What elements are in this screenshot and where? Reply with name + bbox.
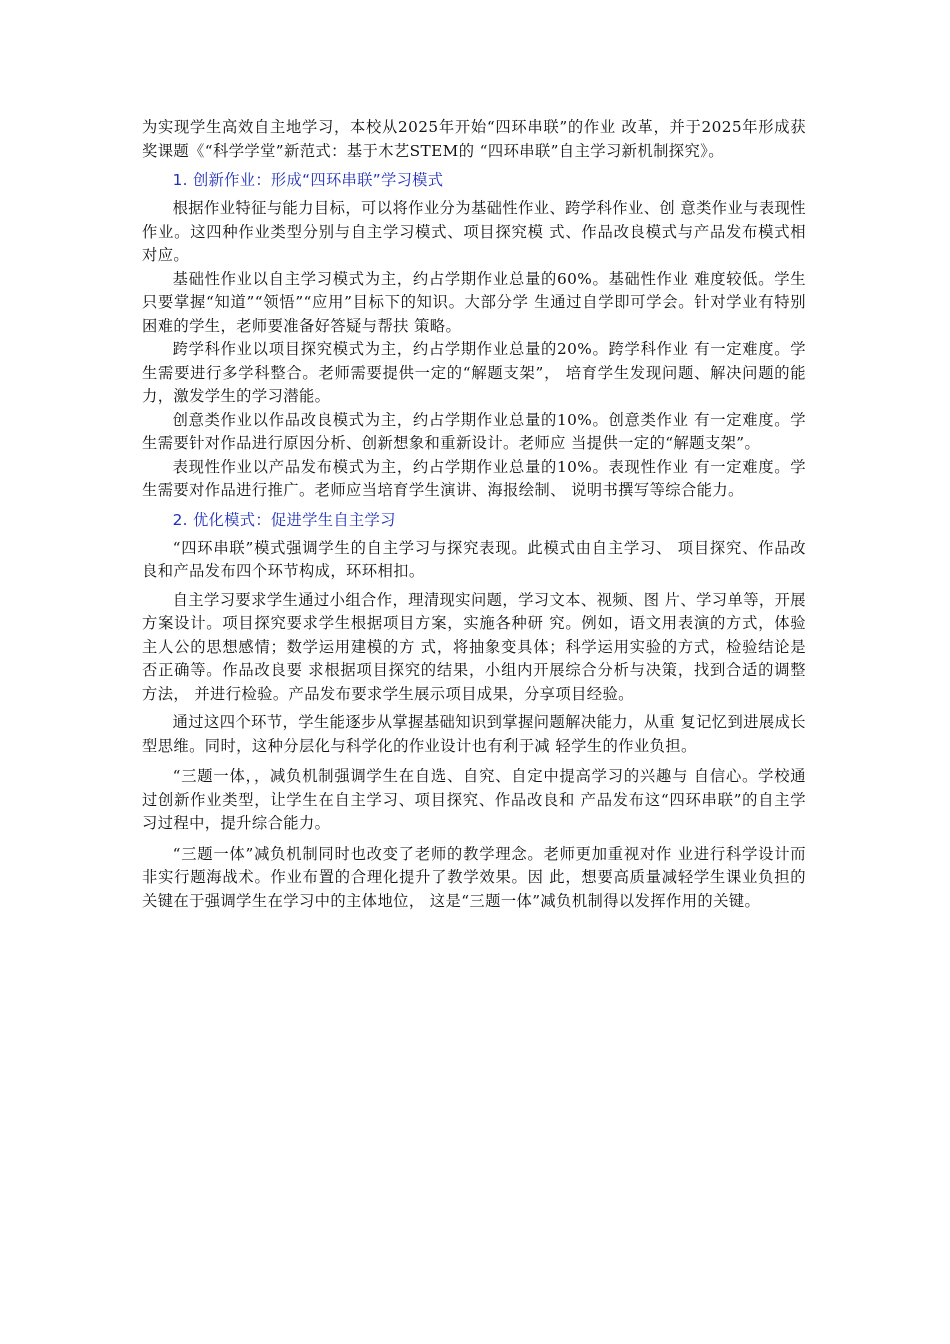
section-2-heading: 2. 优化模式：促进学生自主学习 <box>172 510 396 529</box>
section-1-paragraph: 根据作业特征与能力目标，可以将作业分为基础性作业、跨学科作业、创 意类作业与表现性作业。这四种作业类型分别与自主学习模式、项目探究模 式、作品改良模式与产品发布模式相对应。 <box>142 199 806 264</box>
section-1-paragraph: 创意类作业以作品改良模式为主，约占学期作业总量的10%。创意类作业 有一定难度。学生需要针对作品进行原因分析、创新想象和重新设计。老师应 当提供一定的“解题支架”。 <box>142 410 806 452</box>
section-1-paragraph: 基础性作业以自主学习模式为主，约占学期作业总量的60%。基础性作业 难度较低。学生只要掌握“知道”“领悟”“应用”目标下的知识。大部分学 生通过自学即可学会。针对学业有特别困难的学生，老师要准备好答疑与帮扶 策略。 <box>142 269 806 335</box>
intro-paragraph: 为实现学生高效自主地学习，本校从2025年开始“四环串联”的作业 改革，并于2025年形成获奖课题《“科学学堂”新范式：基于木艺STEM的 “四环串联”自主学习新机制探究》。 <box>142 118 806 160</box>
document-page <box>142 116 806 913</box>
section-1-heading: 1. 创新作业：形成“四环串联”学习模式 <box>172 171 444 189</box>
section-2-paragraph: 自主学习要求学生通过小组合作，理清现实问题，学习文本、视频、图 片、学习单等，开展方案设计。项目探究要求学生根据项目方案，实施各种研 究。例如，语文用表演的方式，体验主人公的思想感情；数学运用建模的方 式，将抽象变具体；科学运用实验的方式，检验结论是否正确等。作品改良要 求根据项目探究的结果，小组内开展综合分析与决策，找到合适的调整方法， 并进行检验。产品发布要求学生展示项目成果，分享项目经验。 <box>142 590 806 703</box>
section-2-paragraph: 通过这四个环节，学生能逐步从掌握基础知识到掌握问题解决能力，从重 复记忆到进展成长型思维。同时，这种分层化与科学化的作业设计也有利于减 轻学生的作业负担。 <box>142 713 806 755</box>
section-1-paragraph: 表现性作业以产品发布模式为主，约占学期作业总量的10%。表现性作业 有一定难度。学生需要对作品进行推广。老师应当培育学生演讲、海报绘制、 说明书撰写等综合能力。 <box>142 457 806 499</box>
section-2-paragraph: “三题一体”减负机制同时也改变了老师的教学理念。老师更加重视对作 业进行科学设计而非实行题海战术。作业布置的合理化提升了教学效果。因 此，想要高质量减轻学生课业负担的关键在于强调学生在学习中的主体地位， 这是“三题一体”减负机制得以发挥作用的关键。 <box>142 844 806 910</box>
section-1-paragraph: 跨学科作业以项目探究模式为主，约占学期作业总量的20%。跨学科作业 有一定难度。学生需要进行多学科整合。老师需要提供一定的“解题支架”， 培育学生发现问题、解决问题的能力，激发学生的学习潜能。 <box>142 340 806 405</box>
section-2-paragraph: “三题一体，，减负机制强调学生在自选、自究、自定中提高学习的兴趣与 自信心。学校通过创新作业类型，让学生在自主学习、项目探究、作品改良和 产品发布这“四环串联”的自主学习过程中，提升综合能力。 <box>142 767 806 832</box>
section-2-paragraph: “四环串联”模式强调学生的自主学习与探究表现。此模式由自主学习、 项目探究、作品改良和产品发布四个环节构成，环环相扣。 <box>142 538 806 580</box>
